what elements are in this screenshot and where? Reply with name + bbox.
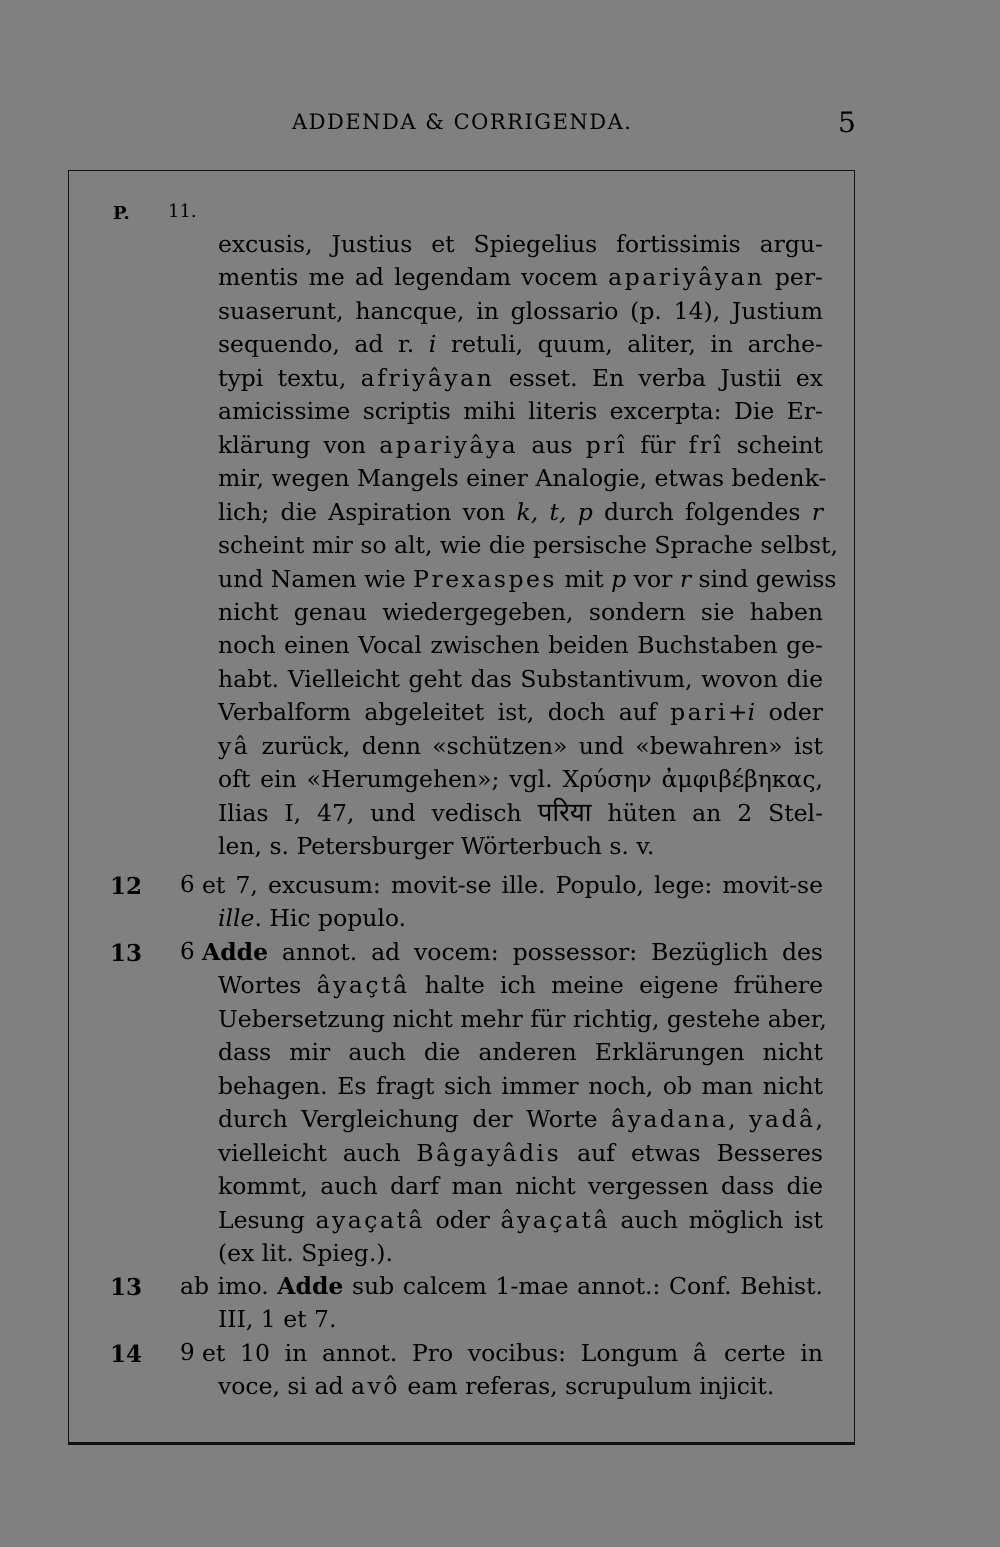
text-line: [218, 969, 823, 1002]
text-line: [218, 1370, 823, 1403]
text-line: [218, 328, 823, 361]
text-run: excusis, Justius et Spiegelius fortissimis argu-: [218, 230, 823, 258]
text-run: . Hic populo.: [254, 904, 407, 933]
text-run: annot. ad vocem: possessor: Bezüglich des: [268, 938, 823, 966]
text-line: [218, 1204, 823, 1237]
text-run: klärung von: [218, 430, 380, 459]
text-run: durch Vergleichung der Worte: [218, 1105, 612, 1134]
text-run: ,: [728, 1105, 750, 1134]
text-line: [218, 629, 823, 662]
text-line: [218, 1036, 823, 1069]
text-run: und Namen wie: [218, 564, 414, 593]
text-run: für: [627, 430, 689, 459]
text-run: auch möglich ist: [609, 1205, 823, 1234]
text-line: [218, 596, 823, 629]
text-line: [218, 362, 823, 395]
text-line: [218, 429, 823, 462]
text-run: sind gewiss: [691, 564, 837, 593]
emphasis-run: i: [428, 330, 437, 359]
emphasis-run: p: [611, 564, 627, 593]
emphasis-run: ayaçatâ: [315, 1205, 425, 1234]
text-line: [202, 936, 823, 969]
text-run: ,: [815, 1105, 823, 1134]
text-line: [218, 228, 823, 261]
text-line: [218, 797, 823, 830]
text-run: mentis me ad legendam vocem: [218, 263, 609, 292]
text-line: [202, 1337, 823, 1370]
text-run: nicht genau wiedergegeben, sondern sie haben: [218, 597, 823, 626]
text-line: [218, 1170, 823, 1203]
text-run: Uebersetzung nicht mehr für richtig, gestehe aber,: [218, 1004, 827, 1033]
text-line: [218, 830, 823, 863]
text-run: len, s. Petersburger Wörterbuch s. v.: [218, 832, 655, 861]
text-line: [202, 869, 823, 902]
entry-line-number: 11.: [168, 201, 197, 222]
text-line: [218, 696, 823, 729]
emphasis-run: âyaçtâ: [316, 971, 410, 1000]
emphasis-run: â: [692, 1339, 710, 1367]
text-run: scheint: [723, 430, 824, 459]
emphasis-run: yadâ: [749, 1105, 816, 1134]
emphasis-run: frî: [688, 430, 724, 459]
text-run: sequendo, ad r.: [218, 330, 429, 359]
emphasis-run: pari: [670, 698, 728, 727]
text-run: typi textu,: [218, 363, 361, 392]
text-line: [218, 763, 823, 796]
emphasis-run: apariyâyan: [608, 263, 765, 292]
text-line: [218, 261, 823, 294]
text-line: [218, 1237, 823, 1270]
text-line: [218, 496, 823, 529]
text-run: III, 1 et 7.: [218, 1305, 337, 1334]
emphasis-run: apariyâya: [379, 430, 519, 459]
text-line: [218, 1070, 823, 1103]
text-run: certe in: [709, 1339, 823, 1367]
text-run: oder: [755, 698, 824, 727]
text-run: noch einen Vocal zwischen beiden Buchstaben ge-: [218, 631, 823, 660]
emphasis-run: ille: [218, 904, 255, 933]
running-title: ADDENDA & CORRIGENDA.: [292, 110, 633, 134]
emphasis-run: Bâgayâdis: [416, 1138, 562, 1167]
text-run: scheint mir so alt, wie die persische Sprache selbst,: [218, 531, 838, 560]
running-head: [0, 106, 1000, 140]
text-line: [218, 563, 837, 596]
text-run: esset. En verba Justii ex: [494, 363, 823, 392]
text-run: retuli, quum, aliter, in arche-: [436, 330, 823, 359]
devanagari-word: परिया: [537, 797, 592, 828]
text-run: auf etwas Besseres: [561, 1138, 823, 1167]
text-run: Lesung: [218, 1205, 316, 1234]
text-line: [218, 295, 823, 328]
text-run: zurück, denn «schützen» und «bewahren» ist: [250, 731, 823, 760]
text-run: behagen. Es fragt sich immer noch, ob man nicht: [218, 1071, 823, 1100]
emphasis-run: Adde: [277, 1272, 344, 1300]
text-line: [180, 1270, 823, 1303]
text-run: vor: [626, 564, 680, 593]
emphasis-run: yâ: [218, 731, 251, 760]
emphasis-run: afriyâyan: [360, 363, 495, 392]
text-run: amicissime scriptis mihi literis excerpta: Die Er-: [218, 397, 823, 426]
entry-page-label: 13: [110, 1274, 143, 1301]
text-line: [218, 1003, 827, 1036]
text-run: voce, si ad: [218, 1372, 352, 1401]
text-run: aus: [518, 430, 586, 459]
text-run: +: [727, 698, 748, 727]
entry-page-label: 12: [110, 873, 143, 900]
text-line: [218, 462, 827, 495]
text-run: Verbalform abgeleitet ist, doch auf: [218, 698, 671, 727]
emphasis-run: r: [811, 497, 824, 526]
emphasis-run: Prexaspes: [413, 564, 557, 593]
entry-page-label: P.: [113, 203, 130, 224]
text-run: halte ich meine eigene frühere: [409, 971, 824, 1000]
text-line: [218, 395, 823, 428]
text-run: mit: [556, 564, 612, 593]
text-run: kommt, auch darf man nicht vergessen dass die: [218, 1172, 823, 1201]
text-line: [218, 1103, 823, 1136]
emphasis-run: r: [679, 564, 692, 593]
text-run: (ex lit. Spieg.).: [218, 1239, 393, 1268]
text-run: oder: [424, 1205, 501, 1234]
text-run: lich; die Aspiration von: [218, 497, 517, 526]
text-run: et 7, excusum: movit-se ille. Populo, lege: movit-se: [202, 871, 823, 899]
emphasis-run: âyaçatâ: [500, 1205, 610, 1234]
emphasis-run: i: [747, 698, 756, 727]
text-run: per-: [764, 263, 823, 292]
text-line: [218, 1137, 823, 1170]
text-run: suaserunt, hancque, in glossario (p. 14), Justium: [218, 296, 823, 325]
text-run: Wortes: [218, 971, 317, 1000]
entry-line-number: 6: [180, 872, 195, 898]
entry-line-number: 6: [180, 939, 195, 965]
text-run: dass mir auch die anderen Erklärungen nicht: [218, 1038, 823, 1067]
text-run: ab imo.: [180, 1272, 278, 1300]
emphasis-run: k, t, p: [516, 497, 593, 526]
emphasis-run: Adde: [202, 938, 269, 966]
text-line: [218, 1303, 823, 1336]
text-run: mir, wegen Mangels einer Analogie, etwas bedenk-: [218, 464, 827, 493]
emphasis-run: prî: [585, 430, 628, 459]
emphasis-run: avô: [351, 1372, 400, 1401]
entry-page-label: 13: [110, 940, 143, 967]
text-run: habt. Vielleicht geht das Substantivum, wovon die: [218, 664, 823, 693]
text-run: vielleicht auch: [218, 1138, 417, 1167]
text-run: durch folgendes: [592, 497, 812, 526]
text-run: oft ein «Herumgehen»; vgl. Χρύσην ἀμφιβέβηκας,: [218, 765, 823, 794]
text-line: [218, 529, 838, 562]
page-number: 5: [838, 106, 856, 139]
emphasis-run: âyadana: [611, 1105, 729, 1134]
text-line: [218, 730, 823, 763]
text-run: eam referas, scrupulum injicit.: [399, 1372, 775, 1401]
text-run: Ilias I, 47, und vedisch: [218, 798, 538, 827]
entry-page-label: 14: [110, 1341, 143, 1368]
text-run: sub calcem 1-mae annot.: Conf. Behist.: [343, 1272, 823, 1300]
text-run: hüten an 2 Stel-: [591, 798, 824, 827]
text-line: [218, 902, 823, 935]
entry-line-number: 9: [180, 1340, 195, 1366]
text-line: [218, 663, 823, 696]
text-run: et 10 in annot. Pro vocibus: Longum: [202, 1339, 693, 1367]
